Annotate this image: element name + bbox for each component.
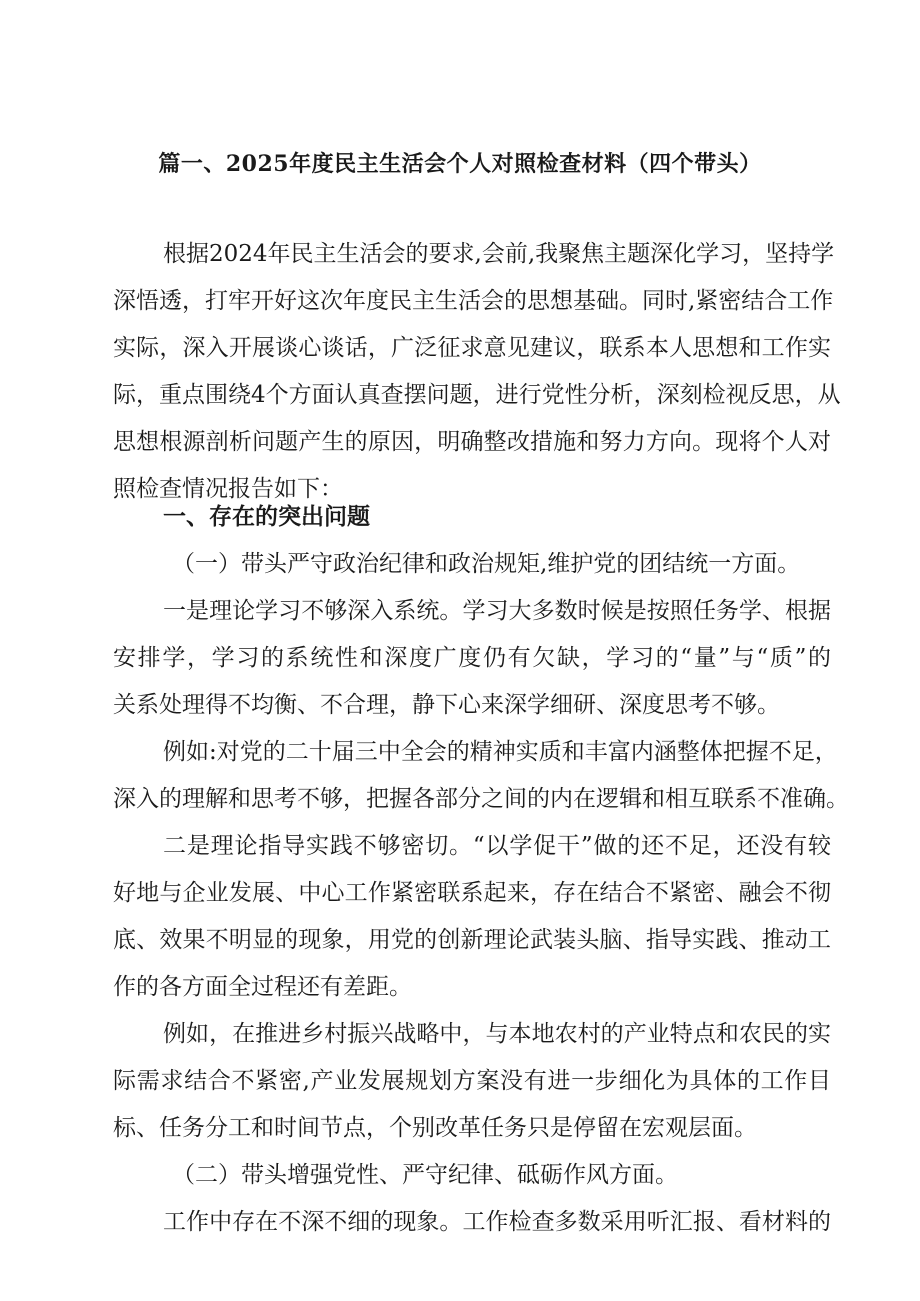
section-heading: 一、存在的突出问题 [163,503,370,530]
intro-line-2: 深悟透，打牢开好这次年度民主生活会的思想基础。同时,紧密结合工作 [113,288,834,314]
intro-line-4: 际，重点围绕4个方面认真查摆问题，进行党性分析，深刻检视反思，从 [113,382,841,408]
intro-line-5: 思想根源剖析问题产生的原因，明确整改措施和努力方向。现将个人对 [113,429,831,455]
example1-line-1: 例如:对党的二十届三中全会的精神实质和丰富内涵整体把握不足， [163,739,838,765]
intro-line-6: 照检查情况报告如下： [113,476,343,502]
intro-line-3: 实际，深入开展谈心谈话，广泛征求意见建议，联系本人思想和工作实 [113,335,831,361]
point1-line-3: 关系处理得不均衡、不合理，静下心来深学细研、深度思考不够。 [113,692,780,718]
point2-line-2: 好地与企业发展、中心工作紧密联系起来，存在结合不紧密、融会不彻 [113,880,831,906]
subsection-heading-1: （一）带头严守政治纪律和政治规矩,维护党的团结统一方面。 [172,551,801,577]
example2-line-1: 例如，在推进乡村振兴战略中，与本地农村的产业特点和农民的实 [163,1021,831,1047]
example2-line-3: 标、任务分工和时间节点，个别改革任务只是停留在宏观层面。 [113,1115,757,1141]
point2-line-1: 二是理论指导实践不够密切。“以学促干”做的还不足，还没有较 [163,833,831,859]
point2-line-4: 作的各方面全过程还有差距。 [113,974,412,1000]
document-title: 篇一、2025年度民主生活会个人对照检查材料（四个带头） [158,151,762,177]
point1-line-1: 一是理论学习不够深入系统。学习大多数时候是按照任务学、根据 [163,598,831,624]
point1-line-2: 安排学，学习的系统性和深度广度仍有欠缺，学习的“量”与“质”的 [113,645,831,671]
example2-line-2: 际需求结合不紧密,产业发展规划方案没有进一步细化为具体的工作目 [113,1068,831,1094]
point2-line-3: 底、效果不明显的现象，用党的创新理论武装头脑、指导实践、推动工 [113,927,831,953]
example1-line-2: 深入的理解和思考不够，把握各部分之间的内在逻辑和相互联系不准确。 [113,786,849,812]
point3-line-1: 工作中存在不深不细的现象。工作检查多数采用听汇报、看材料的 [163,1209,831,1235]
subsection-heading-2: （二）带头增强党性、严守纪律、砥砺作风方面。 [172,1162,678,1188]
intro-line-1: 根据2024年民主生活会的要求,会前,我聚焦主题深化学习，坚持学 [163,241,835,267]
